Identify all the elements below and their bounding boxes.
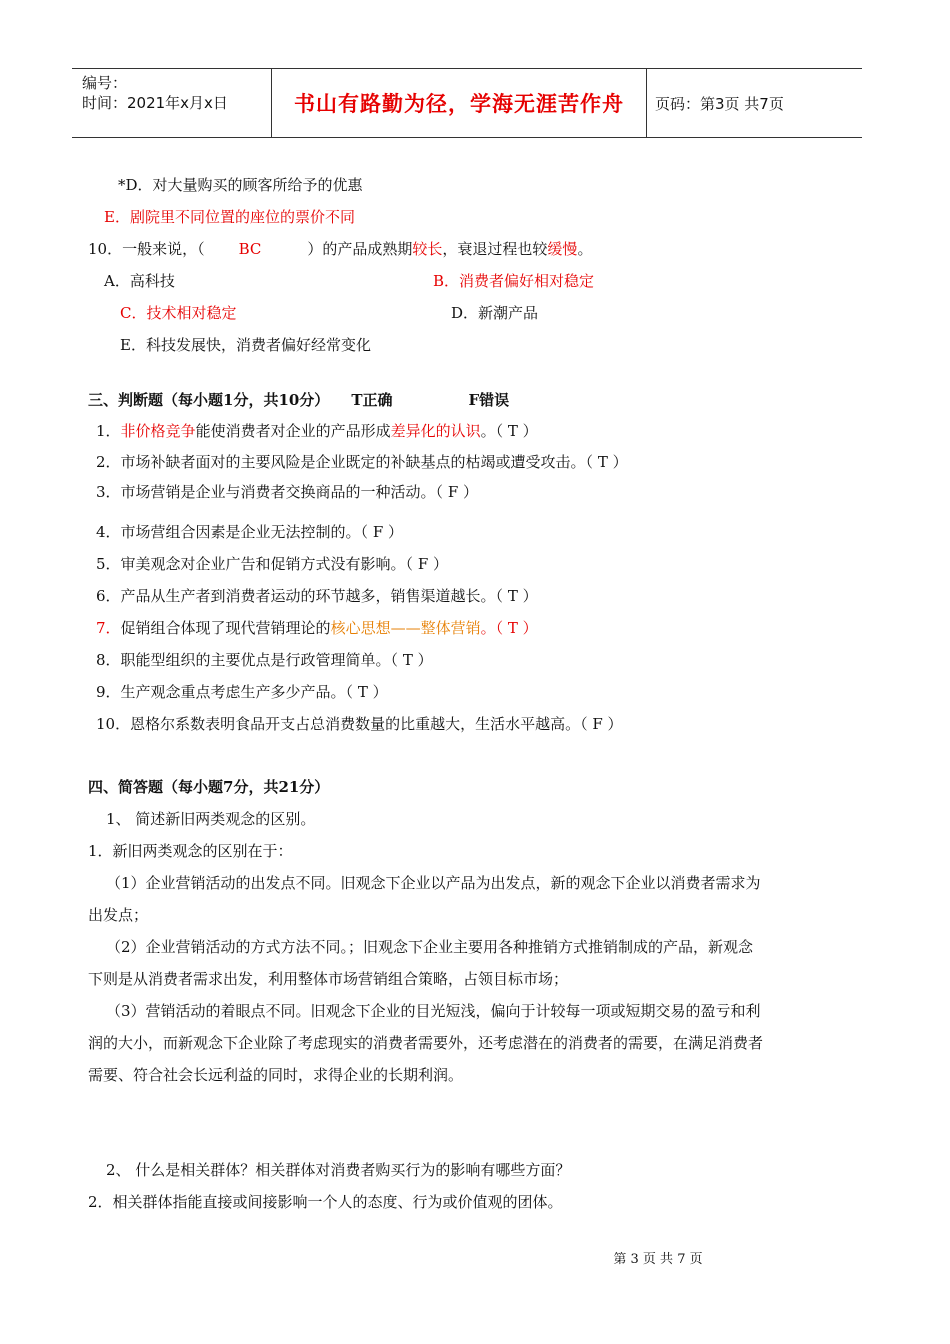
judge-item-1-num: 1．	[96, 422, 121, 440]
header-meta	[72, 69, 272, 137]
section3-title: 三、判断题（每小题1分，共10分）	[88, 391, 330, 409]
q10-end: 。	[577, 240, 593, 258]
page-header	[72, 68, 862, 138]
header-motto-cell	[272, 69, 647, 137]
answer-1-point-2: （2）企业营销活动的方式方法不同。；旧观念下企业主要用各种推销方式推销制成的产品，新观念	[106, 938, 754, 956]
q10-option-d: D．新潮产品	[451, 304, 539, 322]
header-page-cell	[647, 69, 862, 137]
judge-item-1-text: 能使消费者对企业的产品形成	[195, 422, 391, 440]
answer-1-point-1-cont: 出发点；	[88, 906, 149, 924]
footer-page-number: 第 3 页 共 7 页	[613, 1252, 703, 1267]
answer-1-point-3-cont-2: 需要、符合社会长远利益的同时，求得企业的长期利润。	[88, 1066, 464, 1084]
judge-item-2: 2．市场补缺者面对的主要风险是企业既定的补缺基点的枯竭或遭受攻击。（ T ）	[96, 453, 628, 471]
q10-stem	[88, 239, 592, 259]
q10-text-b: ，衰退过程也较	[442, 240, 548, 258]
answer-2: 2．相关群体指能直接或间接影响一个人的态度、行为或价值观的团体。	[88, 1193, 563, 1211]
q10-text-a: ）的产品成熟期	[307, 240, 413, 258]
judge-item-1-answer: 。（ T ）	[480, 422, 538, 440]
q10-keyword-2: 缓慢	[547, 240, 578, 258]
judge-item-10: 10．恩格尔系数表明食品开支占总消费数量的比重越大，生活水平越高。（ F ）	[96, 715, 623, 733]
q9-option-d: *D．对大量购买的顾客所给予的优惠	[118, 176, 363, 194]
judge-item-9: 9．生产观念重点考虑生产多少产品。（ T ）	[96, 683, 388, 701]
page-footer	[0, 1248, 950, 1267]
section3-true-label: T正确	[351, 391, 393, 409]
judge-item-5: 5．审美观念对企业广告和促销方式没有影响。（ F ）	[96, 555, 448, 573]
answer-1-intro: 1．新旧两类观念的区别在于：	[88, 842, 293, 860]
judge-item-6: 6．产品从生产者到消费者运动的环节越多，销售渠道越长。（ T ）	[96, 587, 538, 605]
q10-answer: BC	[238, 240, 262, 258]
answer-1-point-3-cont-1: 润的大小，而新观念下企业除了考虑现实的消费者需要外，还考虑潜在的消费者的需要，在满足消费者	[88, 1034, 764, 1052]
answer-1-point-2-cont: 下则是从消费者需求出发，利用整体市场营销组合策略，占领目标市场；	[88, 970, 569, 988]
judge-item-7	[96, 618, 538, 638]
judge-item-3: 3．市场营销是企业与消费者交换商品的一种活动。（ F ）	[96, 483, 478, 501]
judge-item-1-keyword-1: 非价格竞争	[120, 422, 196, 440]
answer-1-point-1: （1）企业营销活动的出发点不同。旧观念下企业以产品为出发点，新的观念下企业以消费者需求为	[106, 874, 761, 892]
section4-title: 四、简答题（每小题7分，共21分）	[88, 778, 330, 796]
judge-item-7-keyword: 核心思想——整体营销	[330, 619, 481, 637]
header-motto: 书山有路勤为径，学海无涯苦作舟	[294, 92, 624, 116]
judge-item-7-num: 7．	[96, 619, 121, 637]
q10-option-e: E．科技发展快，消费者偏好经常变化	[120, 336, 371, 354]
q10-option-b: B．消费者偏好相对稳定	[433, 272, 595, 290]
q10-option-c: C．技术相对稳定	[120, 304, 237, 322]
judge-item-4: 4．市场营组合因素是企业无法控制的。（ F ）	[96, 523, 403, 541]
header-time: 时间：2021年x月x日	[82, 94, 228, 112]
header-page: 页码：第3页 共7页	[655, 94, 784, 113]
short-question-2: 2、 什么是相关群体？相关群体对消费者购买行为的影响有哪些方面？	[106, 1161, 571, 1179]
q10-number: 10．一般来说，（	[88, 240, 205, 258]
q10-option-a: A．高科技	[104, 272, 175, 290]
judge-item-1	[96, 421, 538, 441]
short-question-1: 1、 简述新旧两类观念的区别。	[106, 810, 316, 828]
q9-option-e: E．剧院里不同位置的座位的票价不同	[104, 208, 355, 226]
header-number: 编号：	[82, 74, 128, 92]
section3-false-label: F错误	[468, 391, 510, 409]
section3-heading	[88, 390, 509, 410]
q10-keyword-1: 较长	[412, 240, 443, 258]
answer-1-point-3: （3）营销活动的着眼点不同。旧观念下企业的目光短浅，偏向于计较每一项或短期交易的盈亏和利	[106, 1002, 761, 1020]
judge-item-8: 8．职能型组织的主要优点是行政管理简单。（ T ）	[96, 651, 433, 669]
judge-item-7-text: 促销组合体现了现代营销理论的	[120, 619, 331, 637]
judge-item-7-answer: 。（ T ）	[480, 619, 538, 637]
judge-item-1-keyword-2: 差异化的认识	[390, 422, 481, 440]
